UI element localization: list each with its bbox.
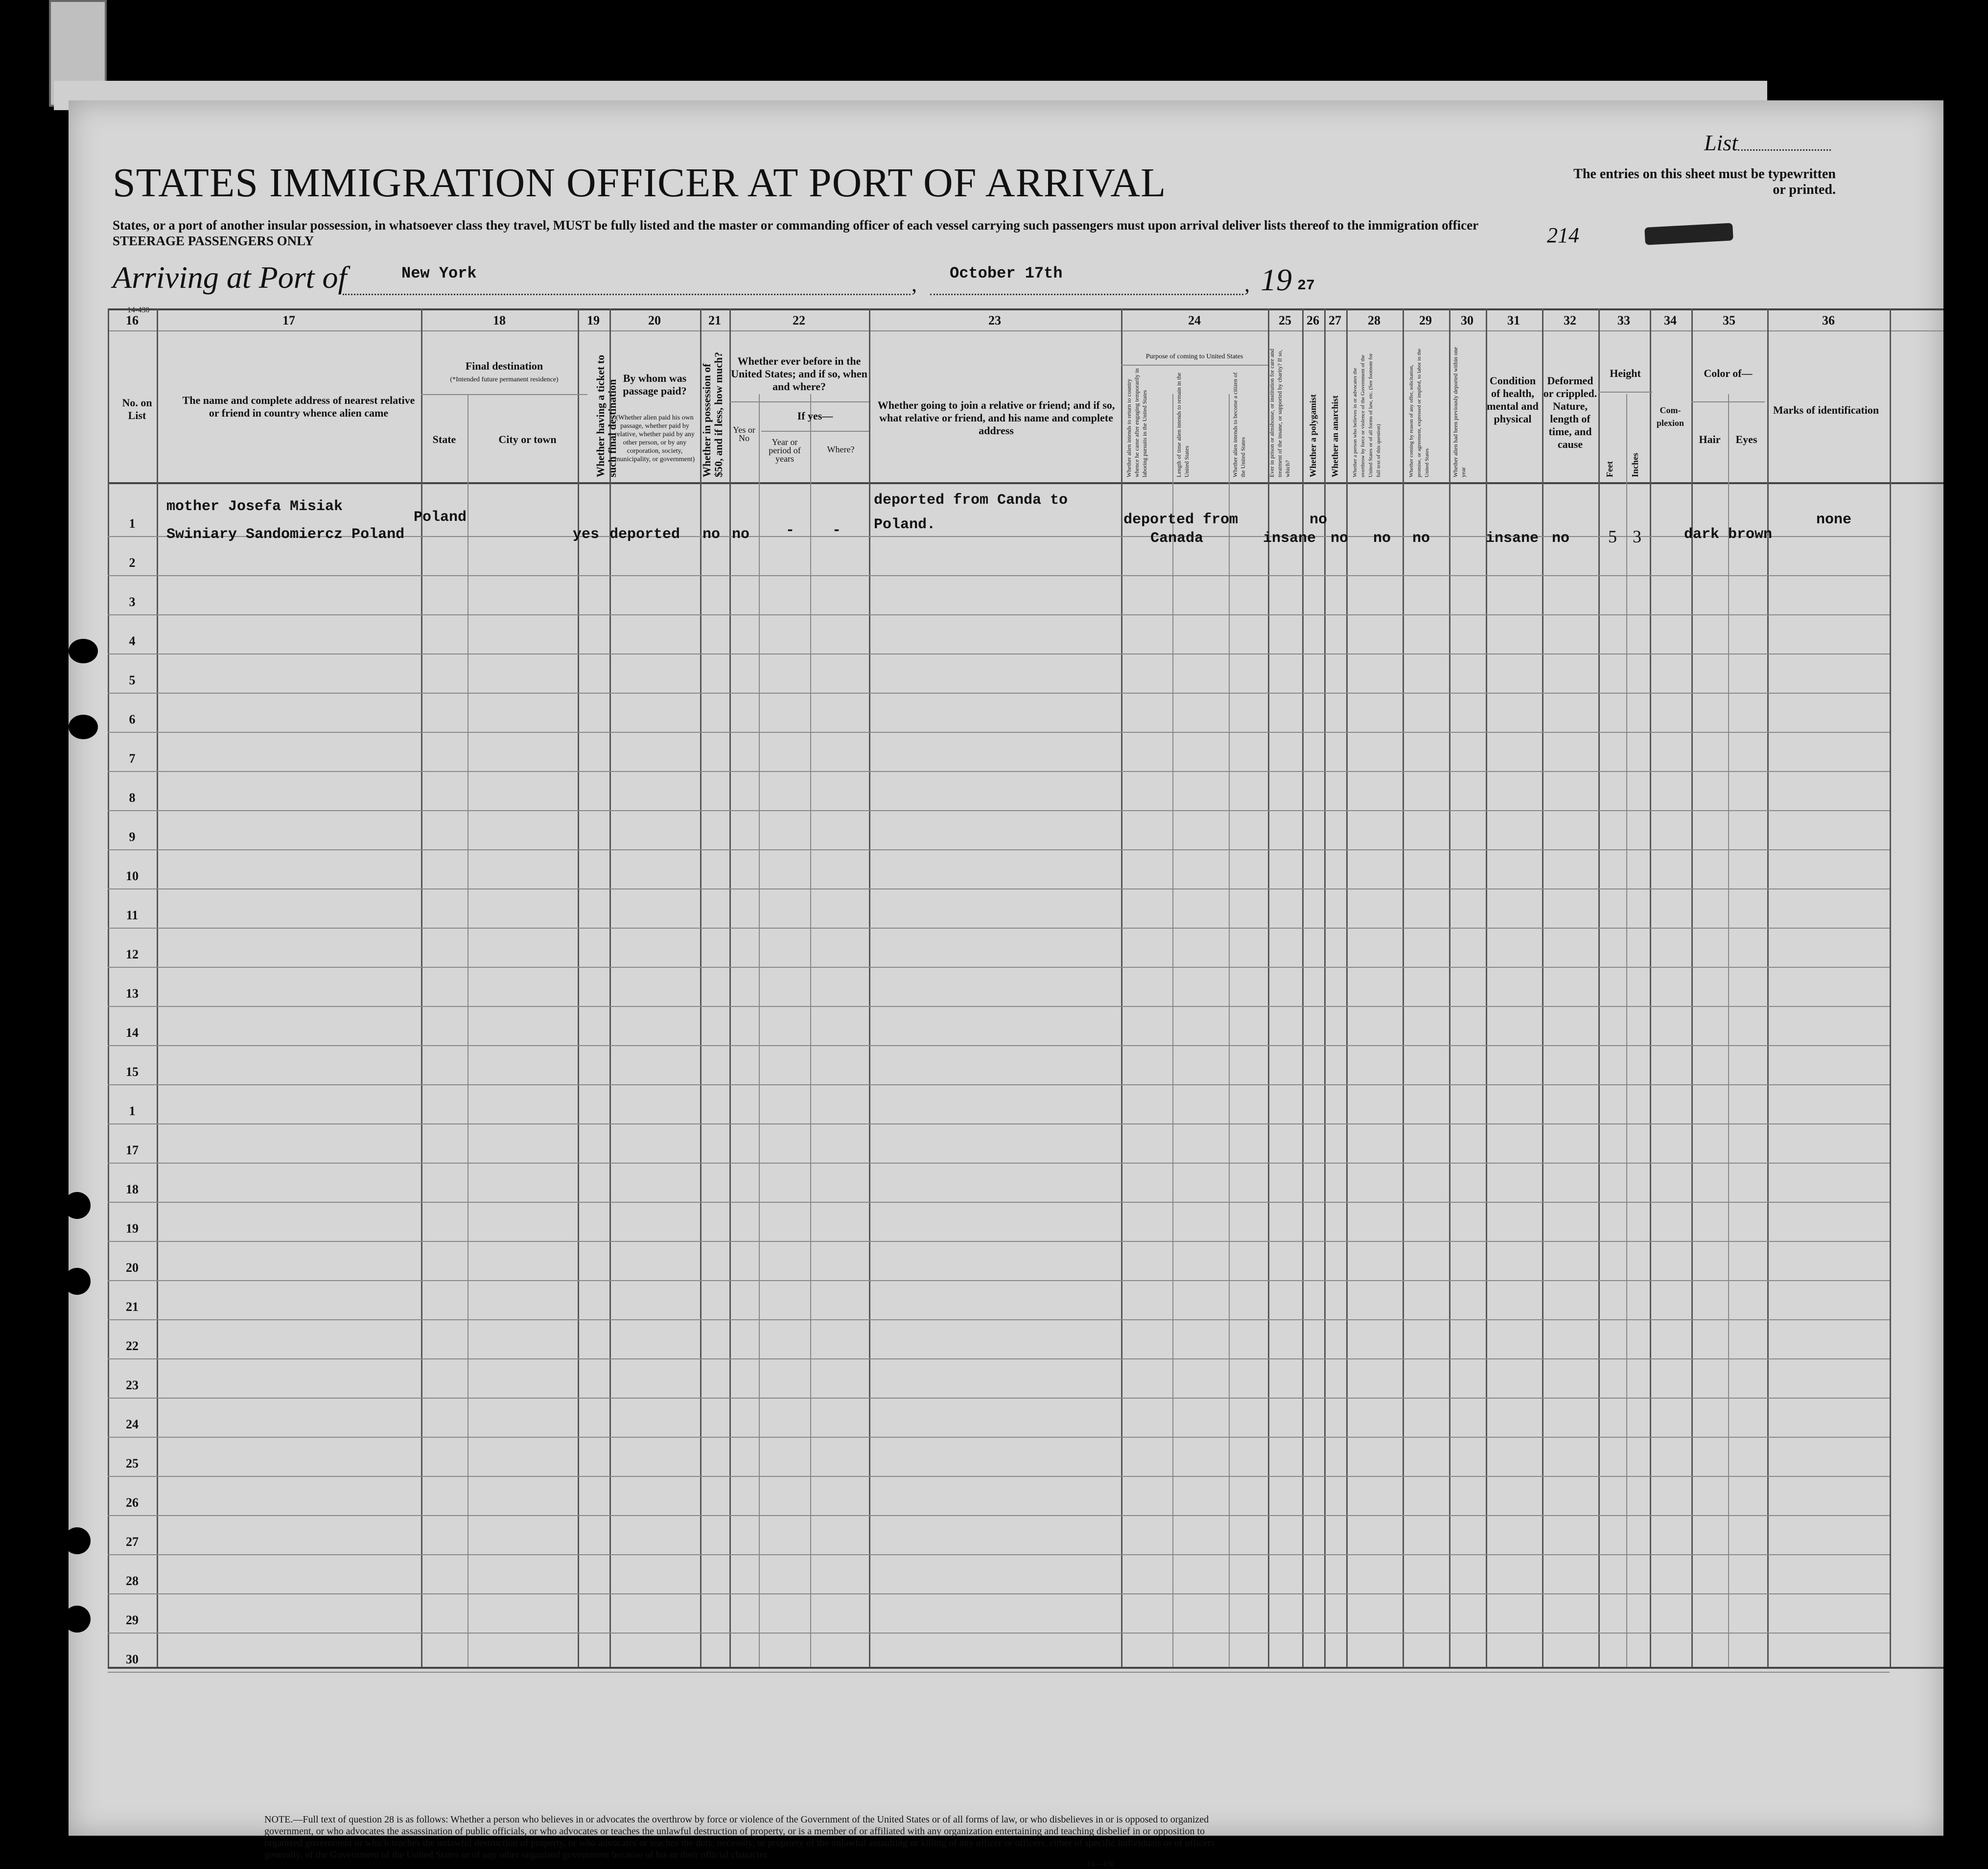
- height-inches-value: 3: [1633, 527, 1641, 546]
- punch-hole: [64, 1606, 91, 1633]
- header-anarchist: Whether an anarchist: [1330, 395, 1340, 477]
- joining-line2: Poland.: [874, 516, 936, 533]
- column-number: 27: [1329, 313, 1341, 327]
- complexion-value: dark: [1684, 526, 1720, 543]
- header-yes-no: Yes or No: [733, 425, 755, 443]
- passage-paid-value: deported: [609, 526, 680, 543]
- header-eyes: Eyes: [1735, 433, 1757, 445]
- header-before-in-us: Whether ever before in the United States; and if so, when and where?: [731, 355, 867, 393]
- row-rule: [108, 1280, 1890, 1281]
- row-rule: [108, 967, 1890, 968]
- row-rule: [108, 575, 1890, 576]
- row-number: 14: [126, 1026, 139, 1040]
- column-divider: [1302, 308, 1304, 1667]
- column-divider: [578, 308, 579, 1667]
- row-number: 22: [126, 1339, 139, 1353]
- row-number: 11: [126, 908, 139, 922]
- date-line: [930, 294, 1243, 295]
- purpose-line1: deported from: [1123, 512, 1239, 528]
- header-if-yes: If yes—: [797, 410, 833, 422]
- row-number: 1: [129, 1104, 136, 1118]
- ticket-value: yes: [573, 526, 600, 543]
- column-number-row-border: [108, 330, 1943, 331]
- row-number: 1: [129, 516, 136, 531]
- punch-hole: [64, 1192, 91, 1219]
- column-divider: [1767, 308, 1769, 1667]
- row-number: 18: [126, 1182, 139, 1196]
- row-number: 15: [126, 1065, 139, 1079]
- form-title: STATES IMMIGRATION OFFICER AT PORT OF ARRIVAL: [113, 160, 1167, 206]
- punch-hole: [64, 1268, 91, 1295]
- row-number: 20: [126, 1261, 139, 1275]
- column-divider: [1268, 308, 1269, 1667]
- row-rule: [108, 888, 1890, 889]
- column-number: 36: [1822, 313, 1835, 327]
- row-rule: [108, 1515, 1890, 1516]
- row-number: 2: [129, 556, 136, 570]
- row-number: 21: [126, 1300, 139, 1314]
- header-final-destination-sub: (*Intended future permanent residence): [450, 376, 559, 383]
- header-hair: Hair: [1699, 433, 1721, 445]
- row-number: 17: [126, 1143, 139, 1157]
- subheader-line-height: [1598, 392, 1652, 393]
- header-state: State: [432, 433, 456, 445]
- typewritten-instructions: The entries on this sheet must be typewritten or printed.: [1573, 166, 1836, 197]
- column-number: 24: [1188, 313, 1201, 327]
- header-purpose: Purpose of coming to United States: [1146, 353, 1243, 360]
- row-rule: [108, 1006, 1890, 1007]
- header-inches: Inches: [1630, 452, 1640, 477]
- row-rule: [108, 1593, 1890, 1594]
- column-divider: [108, 308, 109, 1667]
- form-subtitle: States, or a port of another insular possession, in whatsoever class they travel, MUST be fully listed and the master or commanding officer of each vessel carrying such passengers must upon arrival deliver lists thereof to the immigration officer: [113, 218, 1479, 233]
- health-value: insane: [1486, 530, 1539, 547]
- row-number: 9: [129, 830, 136, 844]
- row-rule: [108, 1672, 1890, 1673]
- column-divider: [1890, 308, 1891, 1667]
- column-divider: [1542, 308, 1544, 1667]
- row-rule: [108, 614, 1890, 615]
- punch-hole: [69, 715, 98, 739]
- column-divider: [609, 308, 611, 1667]
- row-number: 6: [129, 712, 136, 726]
- punch-hole: [64, 1527, 91, 1554]
- column-number: 32: [1564, 313, 1576, 327]
- year-prefix: 19: [1261, 262, 1292, 297]
- footnote-form-code: 14—430: [1087, 1860, 1114, 1869]
- height-feet-value: 5: [1608, 527, 1617, 546]
- row-number: 5: [129, 673, 136, 687]
- year-suffix: 27: [1297, 278, 1315, 294]
- before-in-us-value: no: [732, 526, 750, 543]
- header-offer: Whether coming by reason of any offer, solicitation, promise, or agreement, expressed or implied, to labor in the United States: [1408, 349, 1430, 477]
- relative-address: Swiniary Sandomiercz Poland: [166, 526, 405, 543]
- header-feet: Feet: [1605, 461, 1614, 477]
- row-number: 29: [126, 1613, 139, 1627]
- column-divider: [729, 308, 731, 1667]
- table-bottom-border: [108, 1667, 1943, 1669]
- comma-2: ,: [1244, 272, 1250, 296]
- column-number: 26: [1307, 313, 1319, 327]
- column-number: 34: [1664, 313, 1677, 327]
- header-money: Whether in possession of $50, and if less, how much?: [701, 351, 725, 477]
- column-number: 30: [1461, 313, 1473, 327]
- header-polygamist: Whether a polygamist: [1308, 394, 1318, 477]
- header-ticket: Whether having a ticket to such final destination: [594, 354, 618, 477]
- column-number: 22: [793, 313, 805, 327]
- row-number: 24: [126, 1417, 139, 1431]
- row-rule: [108, 1202, 1890, 1203]
- column-number: 33: [1617, 313, 1630, 327]
- column-divider: [1346, 308, 1348, 1667]
- header-prison: Ever in prison or almshouse, or institution for care and treatment of the insane, or supported by charity? If so, which?: [1268, 349, 1291, 477]
- row-rule: [108, 693, 1890, 694]
- subheader-line-before: [729, 401, 869, 402]
- final-state: Poland: [414, 509, 467, 526]
- column-number: 18: [493, 313, 506, 327]
- row-rule: [108, 1633, 1890, 1634]
- footnote-text: NOTE.—Full text of question 28 is as follows: Whether a person who believes in or advocates the overthrow by force or violence of the Government of the United States or of all forms of law, or who disbelieves in or is opposed to organized government, or who advocates the assassination of public officials, or who advocates or teaches the unlawful destruction of property, or is a member of or affiliated with any organization entertaining and teaching disbelief in or opposition to organized government or which teaches the unlawful destruction of property, or who advocates or teaches the duty, necessity, or propriety of the unlawful assaulting or killing of any officer or officers, either of specific individuals or of officers generally, of the Government of the United States or of any other organized government because of his or their official character.: [264, 1814, 1215, 1860]
- page-number: 214: [1547, 223, 1579, 247]
- subheader-line-color: [1691, 401, 1765, 402]
- manifest-sheet: [69, 100, 1943, 1869]
- purpose-line2: Canada: [1150, 530, 1204, 547]
- marks-value: none: [1816, 512, 1852, 528]
- column-divider: [1449, 308, 1450, 1667]
- row-number: 10: [126, 869, 139, 883]
- row-number: 8: [129, 791, 136, 805]
- deformed-value: no: [1552, 530, 1570, 547]
- row-number: 23: [126, 1378, 139, 1392]
- row-rule: [108, 928, 1890, 929]
- row-rule: [108, 1241, 1890, 1242]
- year-value: -: [786, 522, 795, 539]
- comma-1: ,: [912, 272, 917, 296]
- subheader-line-ifyes: [761, 431, 869, 432]
- row-rule: [108, 1358, 1890, 1359]
- header-final-destination: Final destination: [465, 360, 543, 372]
- row-number: 7: [129, 751, 136, 766]
- column-divider: [1691, 308, 1693, 1667]
- money-value: no: [702, 526, 721, 543]
- header-passage-paid: By whom was passage paid?: [623, 372, 687, 397]
- column-number: 16: [126, 313, 139, 327]
- header-no-on-list: No. on List: [122, 397, 152, 421]
- steerage-label: STEERAGE PASSENGERS ONLY: [113, 234, 314, 248]
- header-city: City or town: [498, 433, 557, 445]
- anarchist-value: no: [1331, 530, 1349, 547]
- column-divider: [700, 308, 702, 1667]
- column-number: 20: [648, 313, 661, 327]
- arriving-label: Arriving at Port of: [113, 260, 347, 295]
- overthrow-value: no: [1373, 530, 1391, 547]
- column-number: 19: [587, 313, 600, 327]
- row-rule: [108, 1045, 1890, 1046]
- header-bottom-border: [108, 482, 1943, 484]
- header-year: Year or period of years: [769, 437, 801, 464]
- header-where: Where?: [827, 444, 855, 454]
- header-purpose-citizen: Whether alien intends to become a citizen of the United States: [1232, 372, 1246, 477]
- header-passage-paid-sub: (Whether alien paid his own passage, whether paid by relative, whether paid by any other person, or by any corporation, society, municipality, or government): [614, 414, 695, 463]
- row-rule: [108, 1398, 1890, 1399]
- row-rule: [108, 732, 1890, 733]
- column-number: 23: [988, 313, 1001, 327]
- header-complexion: Com-plexion: [1656, 405, 1684, 428]
- column-number: 28: [1368, 313, 1380, 327]
- row-rule: [108, 771, 1890, 772]
- punch-hole: [69, 639, 98, 663]
- header-overthrow: Whether a person who believes in or advocates the overthrow by force or violence of the Government of the United States or of all forms of law, etc. (See footnote for full text of this question): [1352, 353, 1381, 477]
- row-number: 4: [129, 634, 136, 648]
- header-deformed: Deformed or crippled. Nature, length of time, and cause: [1543, 374, 1597, 450]
- header-marks: Marks of identification: [1773, 404, 1879, 416]
- row-number: 19: [126, 1221, 139, 1236]
- row-rule: [108, 1319, 1890, 1320]
- relative-name: mother Josefa Misiak: [166, 498, 343, 515]
- row-rule: [108, 849, 1890, 850]
- subheader-line-dest: [421, 394, 587, 395]
- port-value: New York: [401, 264, 477, 282]
- joining-line1: deported from Canda to: [874, 492, 1068, 509]
- where-value: -: [832, 522, 842, 539]
- row-number: 12: [126, 947, 139, 961]
- port-line: [343, 294, 911, 295]
- redaction-mark: [1644, 223, 1733, 245]
- header-joining: Whether going to join a relative or friend; and if so, what relative or friend, and his name and complete address: [877, 399, 1115, 437]
- row-number: 30: [126, 1652, 139, 1666]
- column-divider: [1486, 308, 1487, 1667]
- table-top-border: [108, 308, 1943, 310]
- header-health: Condition of health, mental and physical: [1487, 374, 1539, 425]
- column-divider: [869, 308, 870, 1667]
- column-divider: [157, 308, 158, 1667]
- header-relative: The name and complete address of nearest relative or friend in country whence alien came: [182, 394, 415, 419]
- row-rule: [108, 1554, 1890, 1555]
- column-number: 31: [1507, 313, 1520, 327]
- column-number: 17: [282, 313, 295, 327]
- offer-value: no: [1412, 530, 1430, 547]
- row-number: 28: [126, 1574, 139, 1588]
- header-color-of: Color of—: [1704, 367, 1753, 379]
- row-number: 26: [126, 1495, 139, 1510]
- column-number: 35: [1723, 313, 1735, 327]
- header-height: Height: [1610, 367, 1641, 379]
- row-rule: [108, 1163, 1890, 1164]
- prison-value: insane: [1263, 530, 1316, 547]
- column-divider: [1121, 308, 1123, 1667]
- column-divider: [1403, 308, 1404, 1667]
- row-number: 25: [126, 1456, 139, 1471]
- column-number: 25: [1279, 313, 1291, 327]
- header-purpose-return: Whether alien intends to return to country whence he came after engaging temporarily in laboring pursuits in the United States: [1125, 368, 1148, 477]
- header-purpose-length: Length of time alien intends to remain in the United States: [1175, 373, 1190, 477]
- row-number: 27: [126, 1535, 139, 1549]
- row-rule: [108, 1123, 1890, 1124]
- row-number: 13: [126, 986, 139, 1001]
- column-number: 21: [708, 313, 721, 327]
- row-rule: [108, 810, 1890, 811]
- row-rule: [108, 1437, 1890, 1438]
- row-number: 3: [129, 595, 136, 609]
- subheader-line-purpose: [1121, 365, 1268, 366]
- column-number: 29: [1419, 313, 1432, 327]
- row-rule: [108, 1476, 1890, 1477]
- column-divider: [1598, 308, 1600, 1667]
- row-rule: [108, 1084, 1890, 1085]
- date-value: October 17th: [950, 264, 1063, 282]
- polygamist-value: no: [1310, 512, 1328, 528]
- eyes-value: brown: [1728, 526, 1773, 543]
- list-label: List: [1704, 130, 1738, 155]
- list-number-line: [1738, 149, 1831, 151]
- column-divider: [1650, 308, 1651, 1667]
- header-deported: Whether alien had been previously deported within one year: [1452, 347, 1467, 477]
